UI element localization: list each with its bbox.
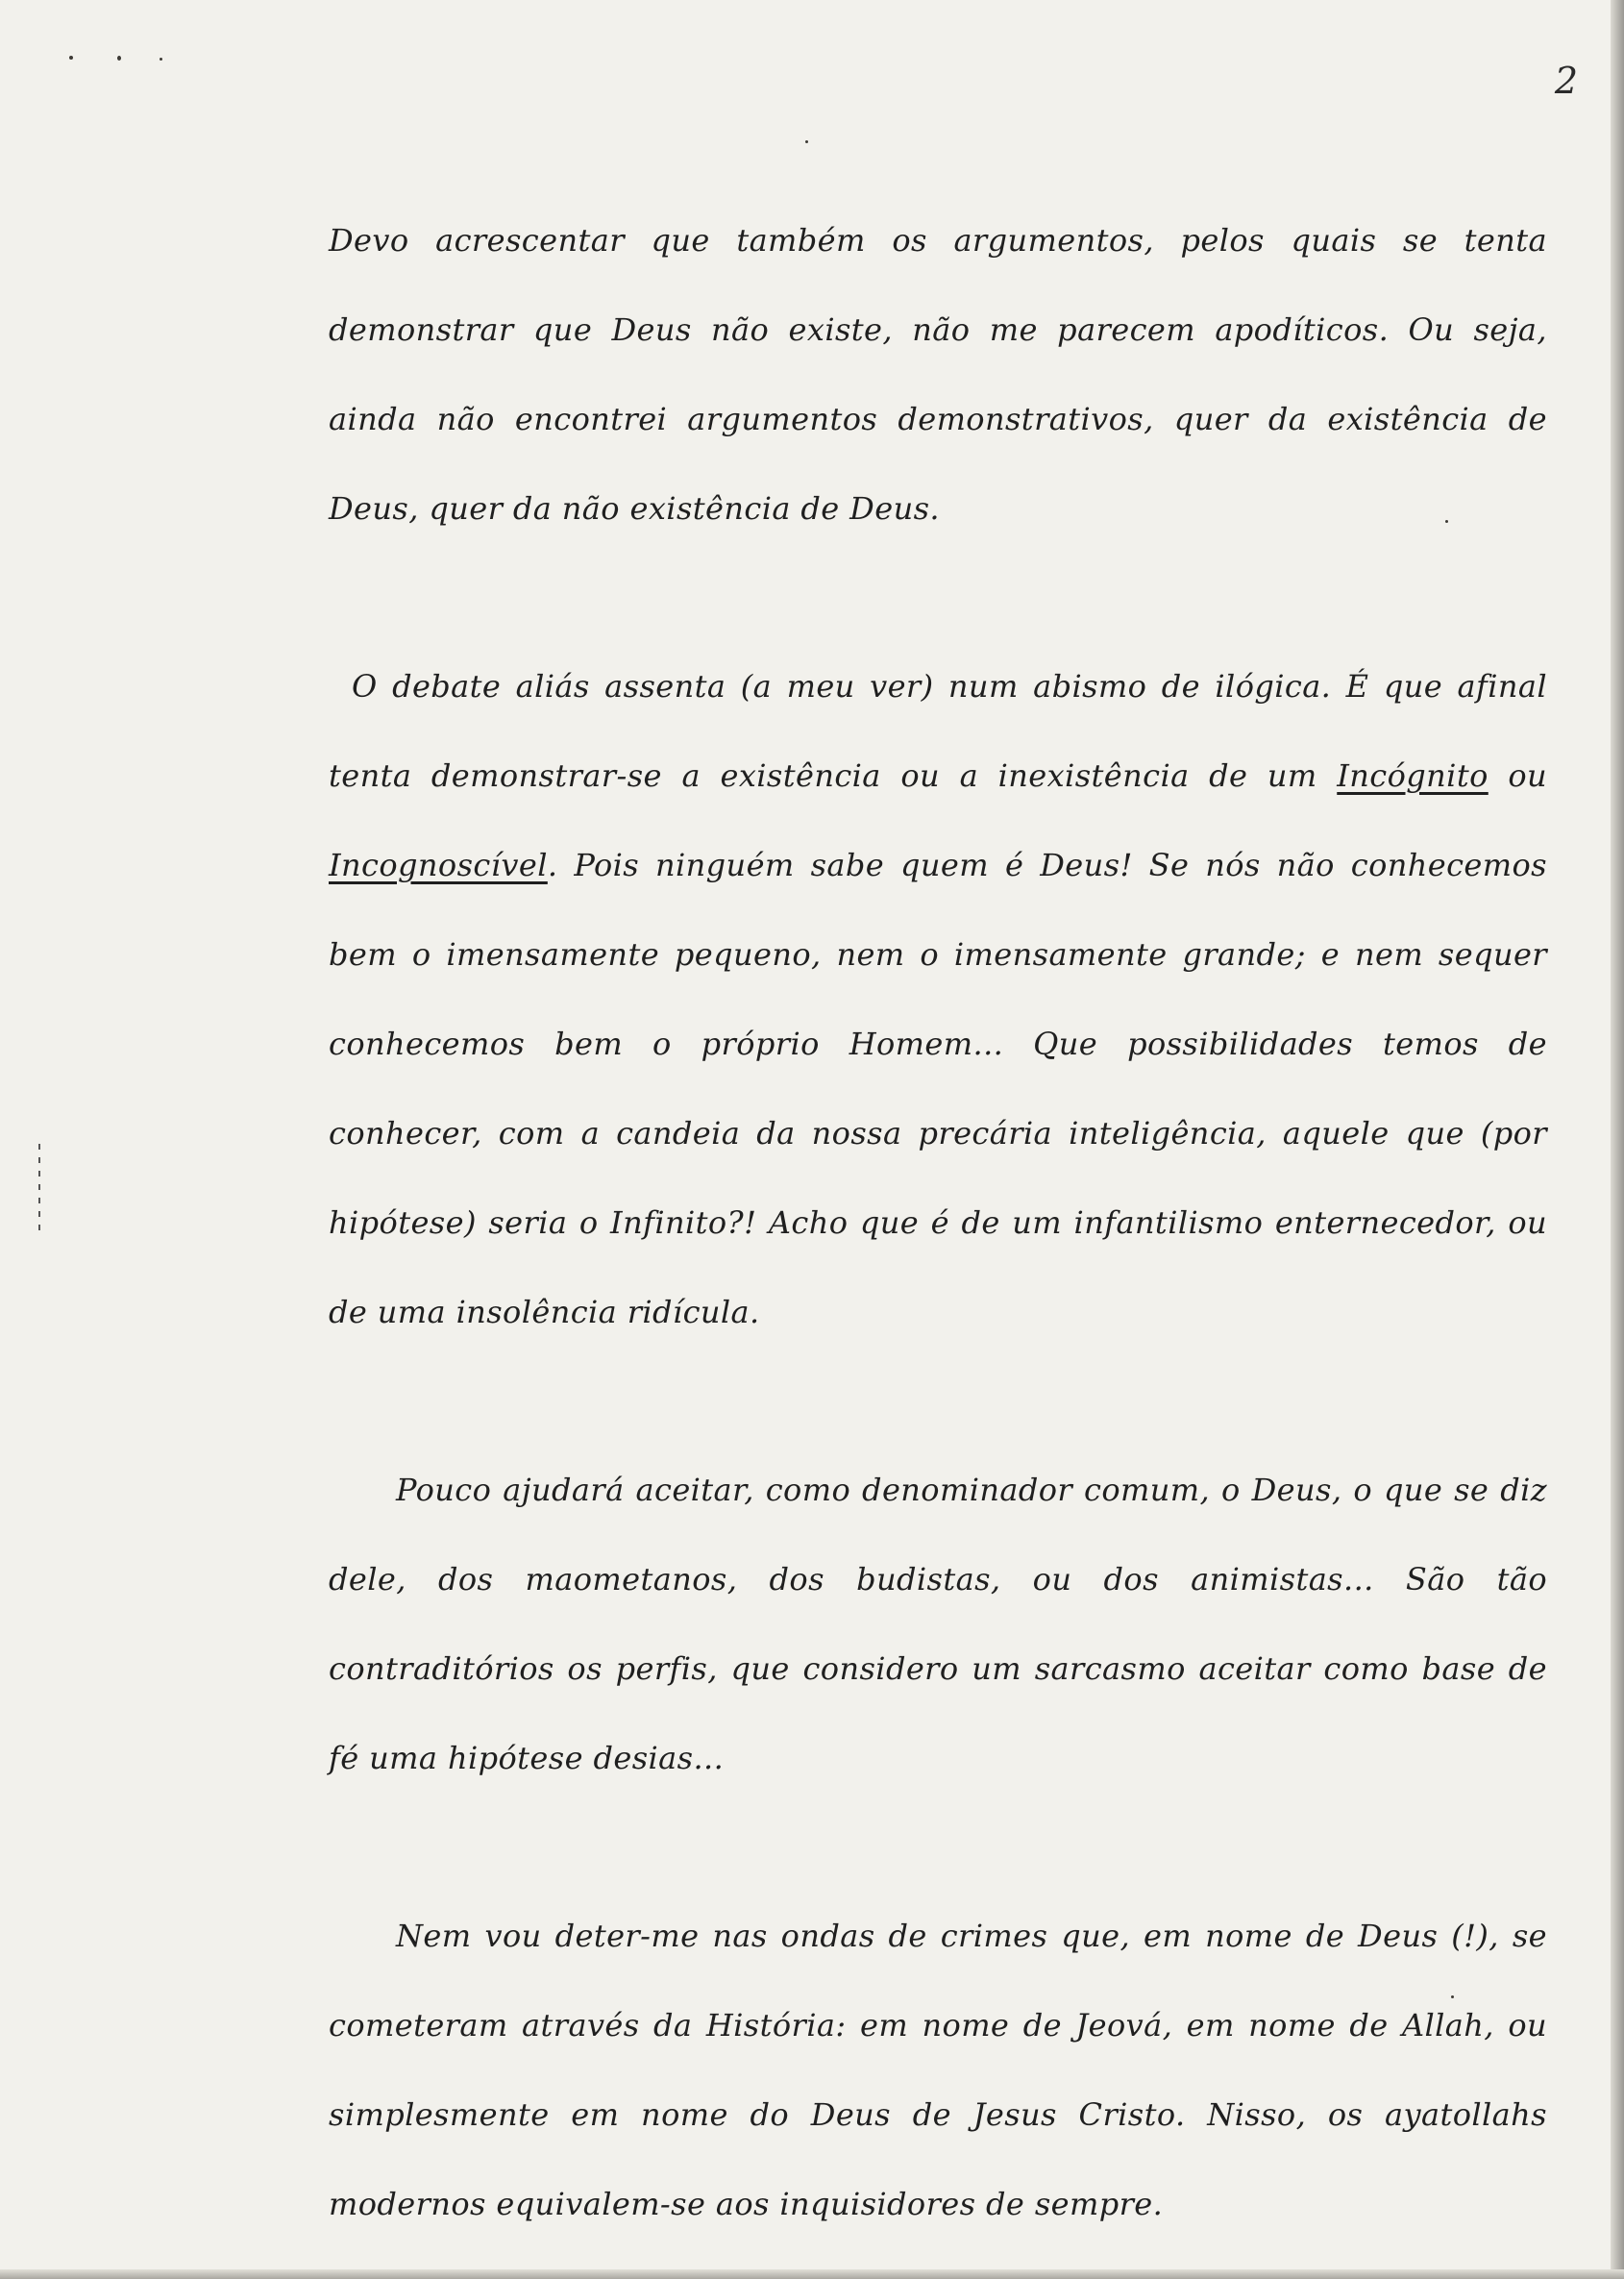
paragraph-4: Nem vou deter-me nas ondas de crimes que, em nome de Deus (!), se cometeram através da História: em nome de Jeová, em nome de Allah, ou simplesmente em nome do Deus de Jesus Cristo. Nisso, os ayatollahs modernos equivalem-se aos inquisidores de sempre. bbox=[329, 1918, 1547, 2222]
paragraph-2-text-start: O debate aliás assenta (a meu ver) num abismo de ilógica. É que afinal tenta demonstrar-se a existência ou a inexistência de um bbox=[329, 668, 1547, 794]
paragraph-1: Devo acrescentar que também os argumentos, pelos quais se tenta demonstrar que Deus não existe, não me parecem apodíticos. Ou seja, ainda não encontrei argumentos demonstrativos, quer da existência de Deus, quer da não existência de Deus. bbox=[329, 222, 1547, 527]
ink-speck bbox=[69, 56, 73, 60]
underlined-word-incognoscivel: Incognoscível bbox=[329, 847, 548, 883]
ink-speck bbox=[160, 58, 162, 61]
paragraph-2 bbox=[329, 642, 1547, 1357]
ink-speck bbox=[117, 56, 121, 61]
handwritten-body bbox=[329, 196, 1547, 2279]
ink-speck bbox=[805, 140, 808, 143]
margin-pencil-mark bbox=[38, 1144, 40, 1230]
paragraph-3: Pouco ajudará aceitar, como denominador comum, o Deus, o que se diz dele, dos maometanos, dos budistas, ou dos animistas... São tão contraditórios os perfis, que considero um sarcasmo aceitar como base de fé uma hipótese desias... bbox=[329, 1472, 1547, 1776]
page-number: 2 bbox=[1554, 60, 1578, 102]
paragraph-2-text-middle: ou bbox=[1488, 757, 1547, 794]
paragraph-2-text-end: . Pois ninguém sabe quem é Deus! Se nós não conhecemos bem o imensamente pequeno, nem o imensamente grande; e nem sequer conhecemos bem o próprio Homem... Que possibilidades temos de conhecer, com a candeia da nossa precária inteligência, aquele que (por hipótese) seria o Infinito?! Acho que é de um infantilismo enternecedor, ou de uma insolência ridícula. bbox=[329, 847, 1547, 1330]
paper-edge-right bbox=[1611, 0, 1624, 2279]
underlined-word-incognito: Incógnito bbox=[1337, 757, 1489, 794]
